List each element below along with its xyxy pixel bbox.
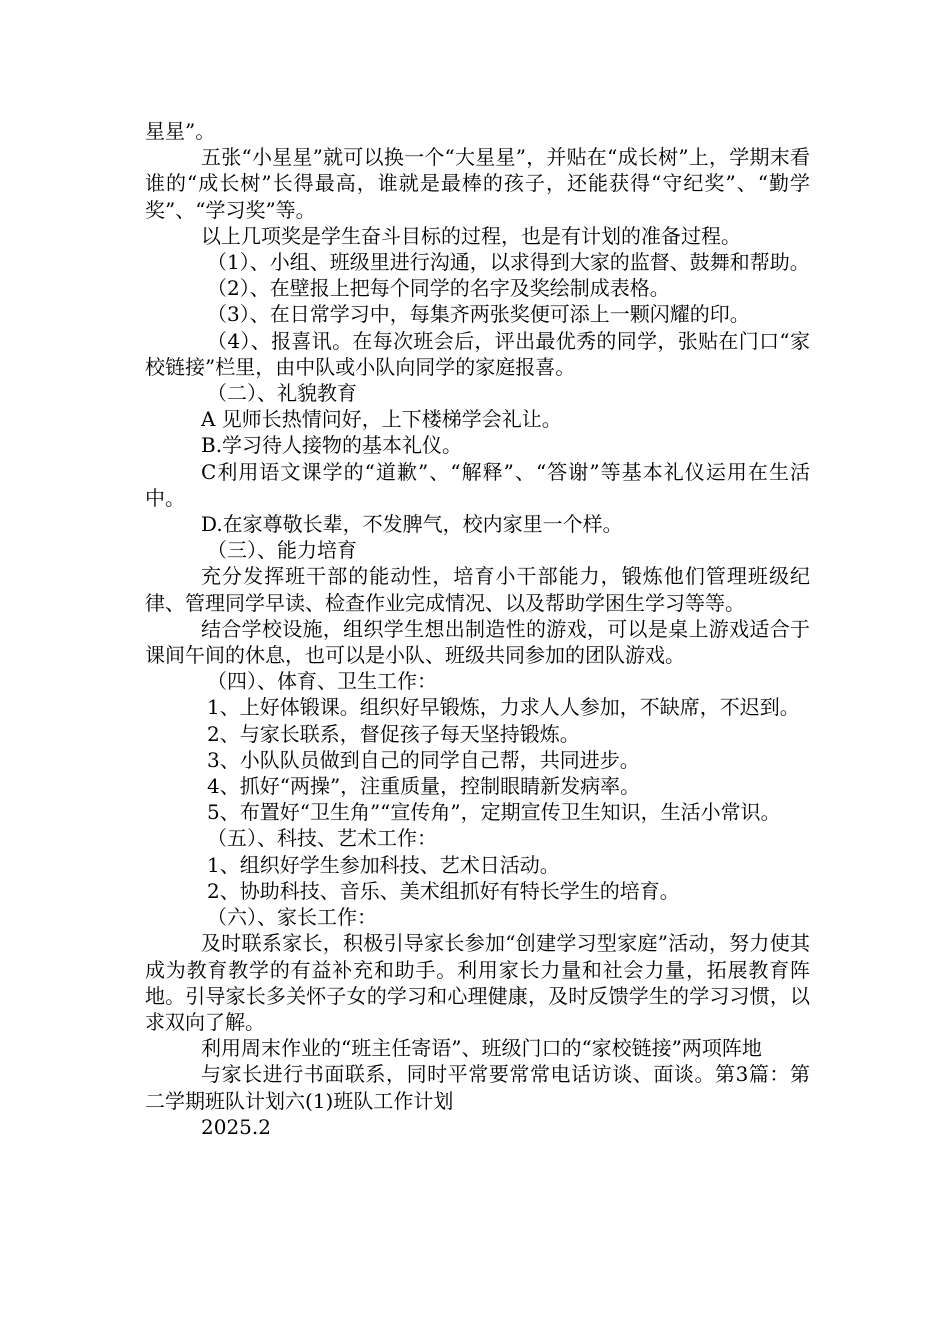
list-item: 5、布置好“卫生角”“宣传角”，定期宣传卫生知识，生活小常识。	[207, 800, 781, 825]
list-item: （2）、在壁报上把每个同学的名字及奖绘制成表格。	[207, 276, 670, 301]
paragraph: 与家长进行书面联系，同时平常要常常电话访谈、面谈。第3篇：第二学期班队计划六(1)班队工作计划	[145, 1062, 810, 1113]
section-heading: （五）、科技、艺术工作：	[207, 826, 437, 851]
list-item: D.在家尊敬长辈，不发脾气，校内家里一个样。	[201, 512, 623, 537]
list-item: （3）、在日常学习中，每集齐两张奖便可添上一颗闪耀的印。	[207, 302, 750, 327]
list-item: （4）、报喜讯。在每次班会后，评出最优秀的同学，张贴在门口“家校链接”栏里，由中队或小队向同学的家庭报喜。	[145, 328, 810, 379]
list-item: 2、与家长联系，督促孩子每天坚持锻炼。	[207, 721, 580, 746]
list-item: 4、抓好“两操”，注重质量，控制眼睛新发病率。	[207, 774, 641, 799]
paragraph: 利用周末作业的“班主任寄语”、班级门口的“家校链接”两项阵地	[201, 1036, 762, 1061]
paragraph: 星星”。	[145, 119, 216, 143]
list-item: 1、上好体锻课。组织好早锻炼，力求人人参加，不缺席，不迟到。	[207, 695, 800, 720]
section-heading: （三）、能力培育	[207, 538, 357, 563]
document-page	[145, 118, 810, 1140]
section-heading: （四）、体育、卫生工作：	[207, 669, 437, 694]
list-item: 2、协助科技、音乐、美术组抓好有特长学生的培育。	[207, 878, 680, 903]
section-heading: （六）、家长工作：	[207, 905, 377, 930]
list-item: 1、组织好学生参加科技、艺术日活动。	[207, 852, 560, 877]
list-item: 3、小队队员做到自己的同学自己帮，共同进步。	[207, 747, 640, 772]
date-line: 2025.2	[201, 1114, 271, 1139]
list-item: （1）、小组、班级里进行沟通，以求得到大家的监督、鼓舞和帮助。	[207, 250, 810, 275]
list-item: B.学习待人接物的基本礼仪。	[201, 433, 463, 458]
paragraph: 充分发挥班干部的能动性，培育小干部能力，锻炼他们管理班级纪律、管理同学早读、检查作业完成情况、以及帮助学困生学习等等。	[145, 564, 810, 615]
paragraph: 及时联系家长，积极引导家长参加“创建学习型家庭”活动，努力使其成为教育教学的有益补充和助手。利用家长力量和社会力量，拓展教育阵地。引导家长多关怀子女的学习和心理健康，及时反馈学生的学习习惯，以求双向了解。	[145, 931, 810, 1034]
paragraph: 结合学校设施，组织学生想出制造性的游戏，可以是桌上游戏适合于课间午间的休息，也可以是小队、班级共同参加的团队游戏。	[145, 616, 810, 668]
paragraph: 以上几项奖是学生奋斗目标的过程，也是有计划的准备过程。	[201, 223, 741, 248]
section-heading: （二）、礼貌教育	[207, 381, 357, 406]
list-item: C利用语文课学的“道歉”、“解释”、“答谢”等基本礼仪运用在生活中。	[145, 459, 810, 510]
list-item: A 见师长热情问好，上下楼梯学会礼让。	[201, 407, 562, 432]
paragraph: 五张“小星星”就可以换一个“大星星”，并贴在“成长树”上，学期末看谁的“成长树”长得最高，谁就是最棒的孩子，还能获得“守纪奖”、“勤学奖”、“学习奖”等。	[145, 145, 810, 222]
